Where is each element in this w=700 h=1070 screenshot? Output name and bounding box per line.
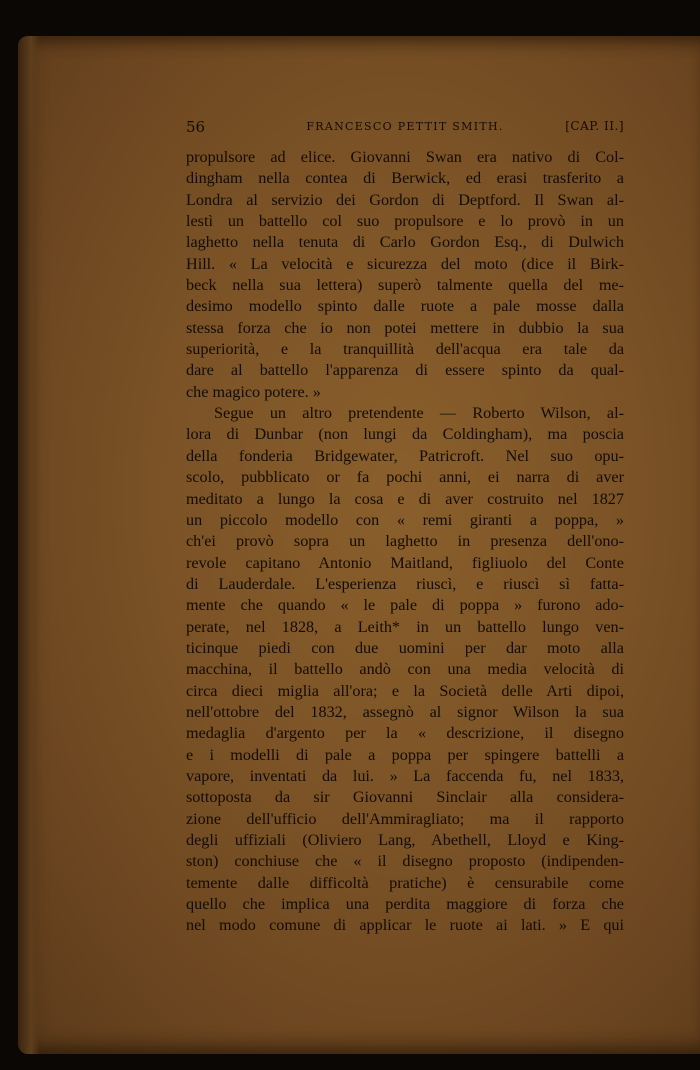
text-line: Hill. « La velocità e sicurezza del moto (dice il Birk- <box>186 254 624 273</box>
text-line: degli uffiziali (Oliviero Lang, Abethell, Lloyd e King- <box>186 831 624 849</box>
text-line: nell'ottobre del 1832, assegnò al signor Wilson la sua <box>186 702 624 721</box>
text-line: macchina, il battello andò con una media velocità di <box>186 660 624 679</box>
text-line: zione dell'ufficio dell'Ammiragliato; ma il rapporto <box>186 809 624 828</box>
text-line: Londra al servizio dei Gordon di Deptford. Il Swan al- <box>186 190 624 209</box>
text-line: nel modo comune di applicar le ruote ai lati. » E qui <box>186 916 624 935</box>
text-line: mente che quando « le pale di poppa » furono ado- <box>186 596 624 615</box>
text-line: ston) conchiuse che « il disegno proposto (indipenden- <box>186 852 624 871</box>
page-header <box>186 118 624 140</box>
book-spine-shadow <box>18 36 40 1054</box>
text-line: vapore, inventati da lui. » La faccenda fu, nel 1833, <box>186 766 624 785</box>
text-line: dare al battello l'apparenza di essere spinto da qual- <box>186 361 624 380</box>
text-line: un piccolo modello con « remi giranti a poppa, » <box>186 510 624 529</box>
text-line: revole capitano Antonio Maitland, figliuolo del Conte <box>186 553 624 572</box>
text-line: dingham nella contea di Berwick, ed erasi trasferito a <box>186 169 624 188</box>
text-line: circa dieci miglia all'ora; e la Società delle Arti dipoi, <box>186 681 624 700</box>
chapter-label: [CAP. II.] <box>565 119 624 133</box>
text-line: desimo modello spinto dalle ruote a pale mosse dalla <box>186 297 624 316</box>
text-line: lestì un battello col suo propulsore e lo provò in un <box>186 212 624 231</box>
text-line: della fonderia Bridgewater, Patricroft. Nel suo opu- <box>186 446 624 465</box>
page-number: 56 <box>186 118 206 136</box>
text-line: perate, nel 1828, a Leith* in un battello lungo ven- <box>186 617 624 636</box>
text-line: temente dalle difficoltà pratiche) è censurabile come <box>186 873 624 892</box>
text-line: quello che implica una perdita maggiore di forza che <box>186 895 624 914</box>
text-line: propulsore ad elice. Giovanni Swan era nativo di Col- <box>186 148 624 166</box>
text-line: superiorità, e la tranquillità dell'acqua era tale da <box>186 340 624 359</box>
body-text <box>186 147 624 937</box>
text-line: e i modelli di pale a poppa per spingere battelli a <box>186 745 624 764</box>
running-title: FRANCESCO PETTIT SMITH. <box>306 120 504 133</box>
text-line: sottoposta da sir Giovanni Sinclair alla considera- <box>186 788 624 807</box>
text-line: medaglia d'argento per la « descrizione, il disegno <box>186 724 624 743</box>
text-line: scolo, pubblicato or fa pochi anni, ei narra di aver <box>186 468 624 487</box>
text-line: laghetto nella tenuta di Carlo Gordon Esq., di Dulwich <box>186 233 624 252</box>
text-line: Segue un altro pretendente — Roberto Wilson, al- <box>214 404 624 423</box>
text-line: beck nella sua lettera) superò talmente quella del me- <box>186 276 624 295</box>
text-line: stessa forza che io non potei mettere in dubbio la sua <box>186 318 624 337</box>
text-line: ch'ei provò sopra un laghetto in presenza dell'ono- <box>186 532 624 551</box>
text-line: meditato a lungo la cosa e di aver costruito nel 1827 <box>186 489 624 508</box>
text-line: di Lauderdale. L'esperienza riuscì, e riuscì sì fatta- <box>186 574 624 593</box>
text-line: ticinque piedi con due uomini per dar moto alla <box>186 638 624 657</box>
text-line: lora di Dunbar (non lungi da Coldingham), ma poscia <box>186 425 624 444</box>
text-line: che magico potere. » <box>186 382 321 401</box>
